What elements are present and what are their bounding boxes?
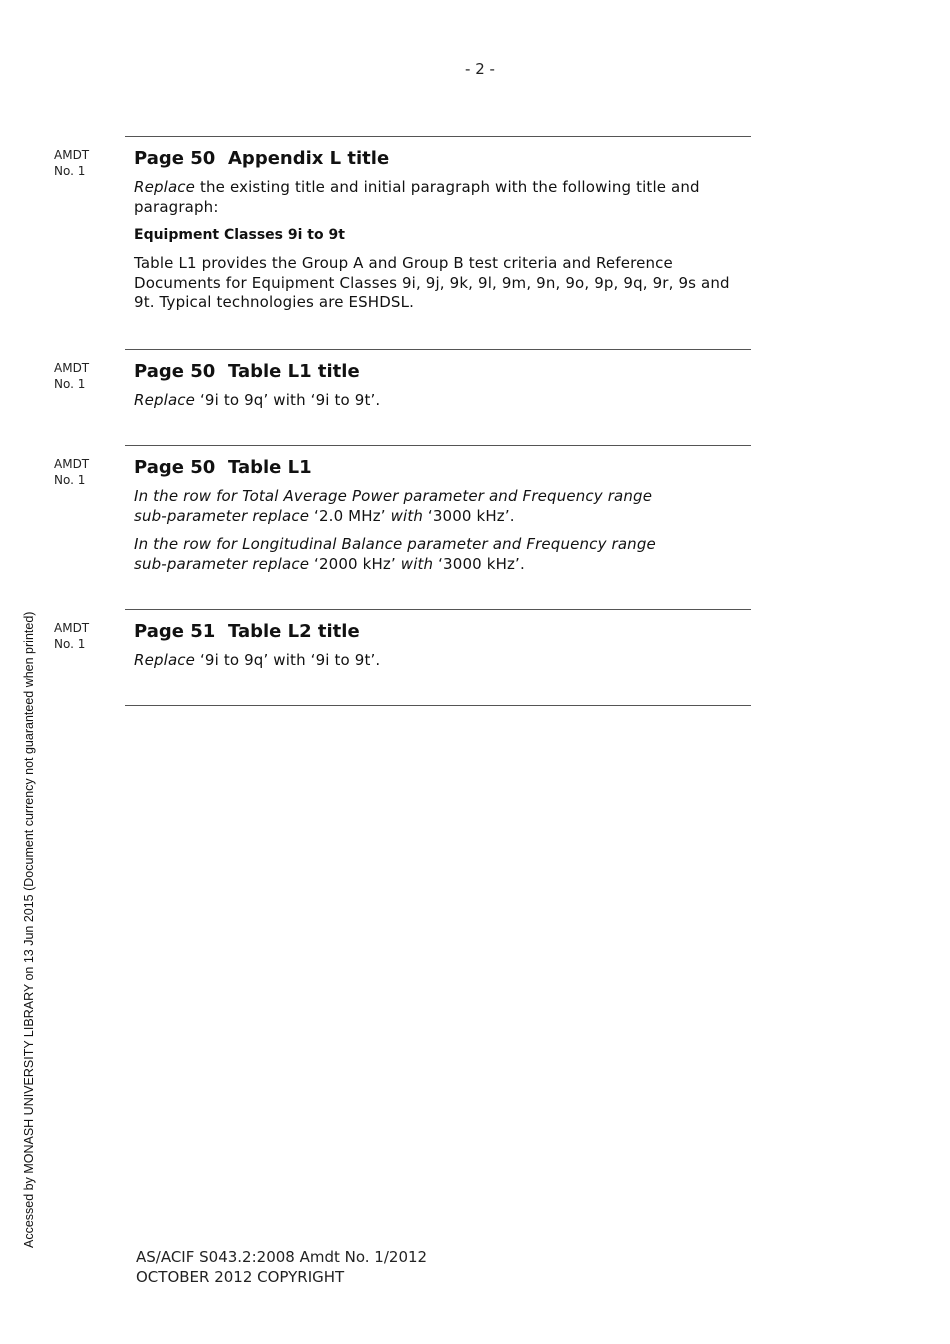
instruction-paragraph: [134, 178, 749, 217]
amendment-label-line2: No. 1: [54, 377, 86, 391]
change-item-with: with: [400, 554, 434, 573]
change-item: [134, 487, 674, 526]
section-title: Table L2 title: [228, 621, 360, 642]
amendment-section: [134, 457, 674, 583]
section-heading: [134, 148, 749, 170]
change-item-old-value: ‘2.0 MHz’: [309, 506, 391, 525]
new-subheading: Equipment Classes 9i to 9t: [134, 227, 345, 243]
amendment-label-line2: No. 1: [54, 164, 86, 178]
instruction-verb: Replace: [134, 178, 196, 196]
section-divider: [125, 705, 751, 706]
section-heading: [134, 457, 674, 479]
change-item-instruction: In the row for Longitudinal Balance parameter and Frequency range sub-parameter replace: [134, 535, 656, 573]
change-item-with: with: [390, 506, 424, 525]
amendment-section: [134, 148, 749, 322]
amendment-label: [54, 620, 89, 652]
instruction-paragraph: [134, 651, 749, 671]
footer-standard-id: AS/ACIF S043.2:2008 Amdt No. 1/2012: [136, 1248, 428, 1266]
new-body-paragraph: Table L1 provides the Group A and Group B test criteria and Reference Documents for Equipment Classes 9i, 9j, 9k, 9l, 9m, 9n, 9o, 9p, 9q, 9r, 9s and 9t. Typical technologies are ESHDSL.: [134, 254, 730, 311]
change-item-instruction: In the row for Total Average Power parameter and Frequency range sub-parameter replace: [134, 487, 653, 525]
amendment-label-line2: No. 1: [54, 473, 86, 487]
instruction-text: ‘9i to 9q’ with ‘9i to 9t’.: [195, 391, 381, 409]
section-title: Table L1 title: [228, 361, 360, 382]
instruction-verb: Replace: [134, 651, 196, 669]
section-page-ref: Page 50: [134, 148, 216, 169]
document-footer: [136, 1247, 427, 1287]
amendment-section: [134, 621, 749, 680]
section-page-ref: Page 50: [134, 361, 216, 382]
instruction-paragraph: [134, 391, 749, 411]
amendment-label-line1: AMDT: [54, 148, 90, 162]
section-divider: [125, 136, 751, 137]
amendment-label: [54, 147, 89, 179]
instruction-text: the existing title and initial paragraph with the following title and paragraph:: [134, 178, 700, 216]
section-divider: [125, 349, 751, 350]
amendment-label-line1: AMDT: [54, 621, 90, 635]
change-item-old-value: ‘2000 kHz’: [309, 554, 401, 573]
change-item-new-value: ‘3000 kHz’.: [423, 506, 515, 525]
footer-copyright: OCTOBER 2012 COPYRIGHT: [136, 1268, 345, 1286]
amendment-label: [54, 360, 89, 392]
section-page-ref: Page 50: [134, 457, 216, 478]
page-number: - 2 -: [465, 60, 495, 78]
amendment-label-line1: AMDT: [54, 457, 90, 471]
section-divider: [125, 609, 751, 610]
access-watermark: Accessed by MONASH UNIVERSITY LIBRARY on 13 Jun 2015 (Document currency not guaranteed when printed): [22, 611, 36, 1248]
section-page-ref: Page 51: [134, 621, 216, 642]
section-title: Appendix L title: [228, 148, 390, 169]
change-item: [134, 535, 674, 574]
amendment-label-line2: No. 1: [54, 637, 86, 651]
section-title: Table L1: [228, 457, 312, 478]
section-heading: [134, 361, 749, 383]
change-item-new-value: ‘3000 kHz’.: [433, 554, 525, 573]
instruction-verb: Replace: [134, 391, 196, 409]
section-heading: [134, 621, 749, 643]
amendment-section: [134, 361, 749, 420]
section-divider: [125, 445, 751, 446]
amendment-label: [54, 456, 89, 488]
amendment-label-line1: AMDT: [54, 361, 90, 375]
instruction-text: ‘9i to 9q’ with ‘9i to 9t’.: [195, 651, 381, 669]
